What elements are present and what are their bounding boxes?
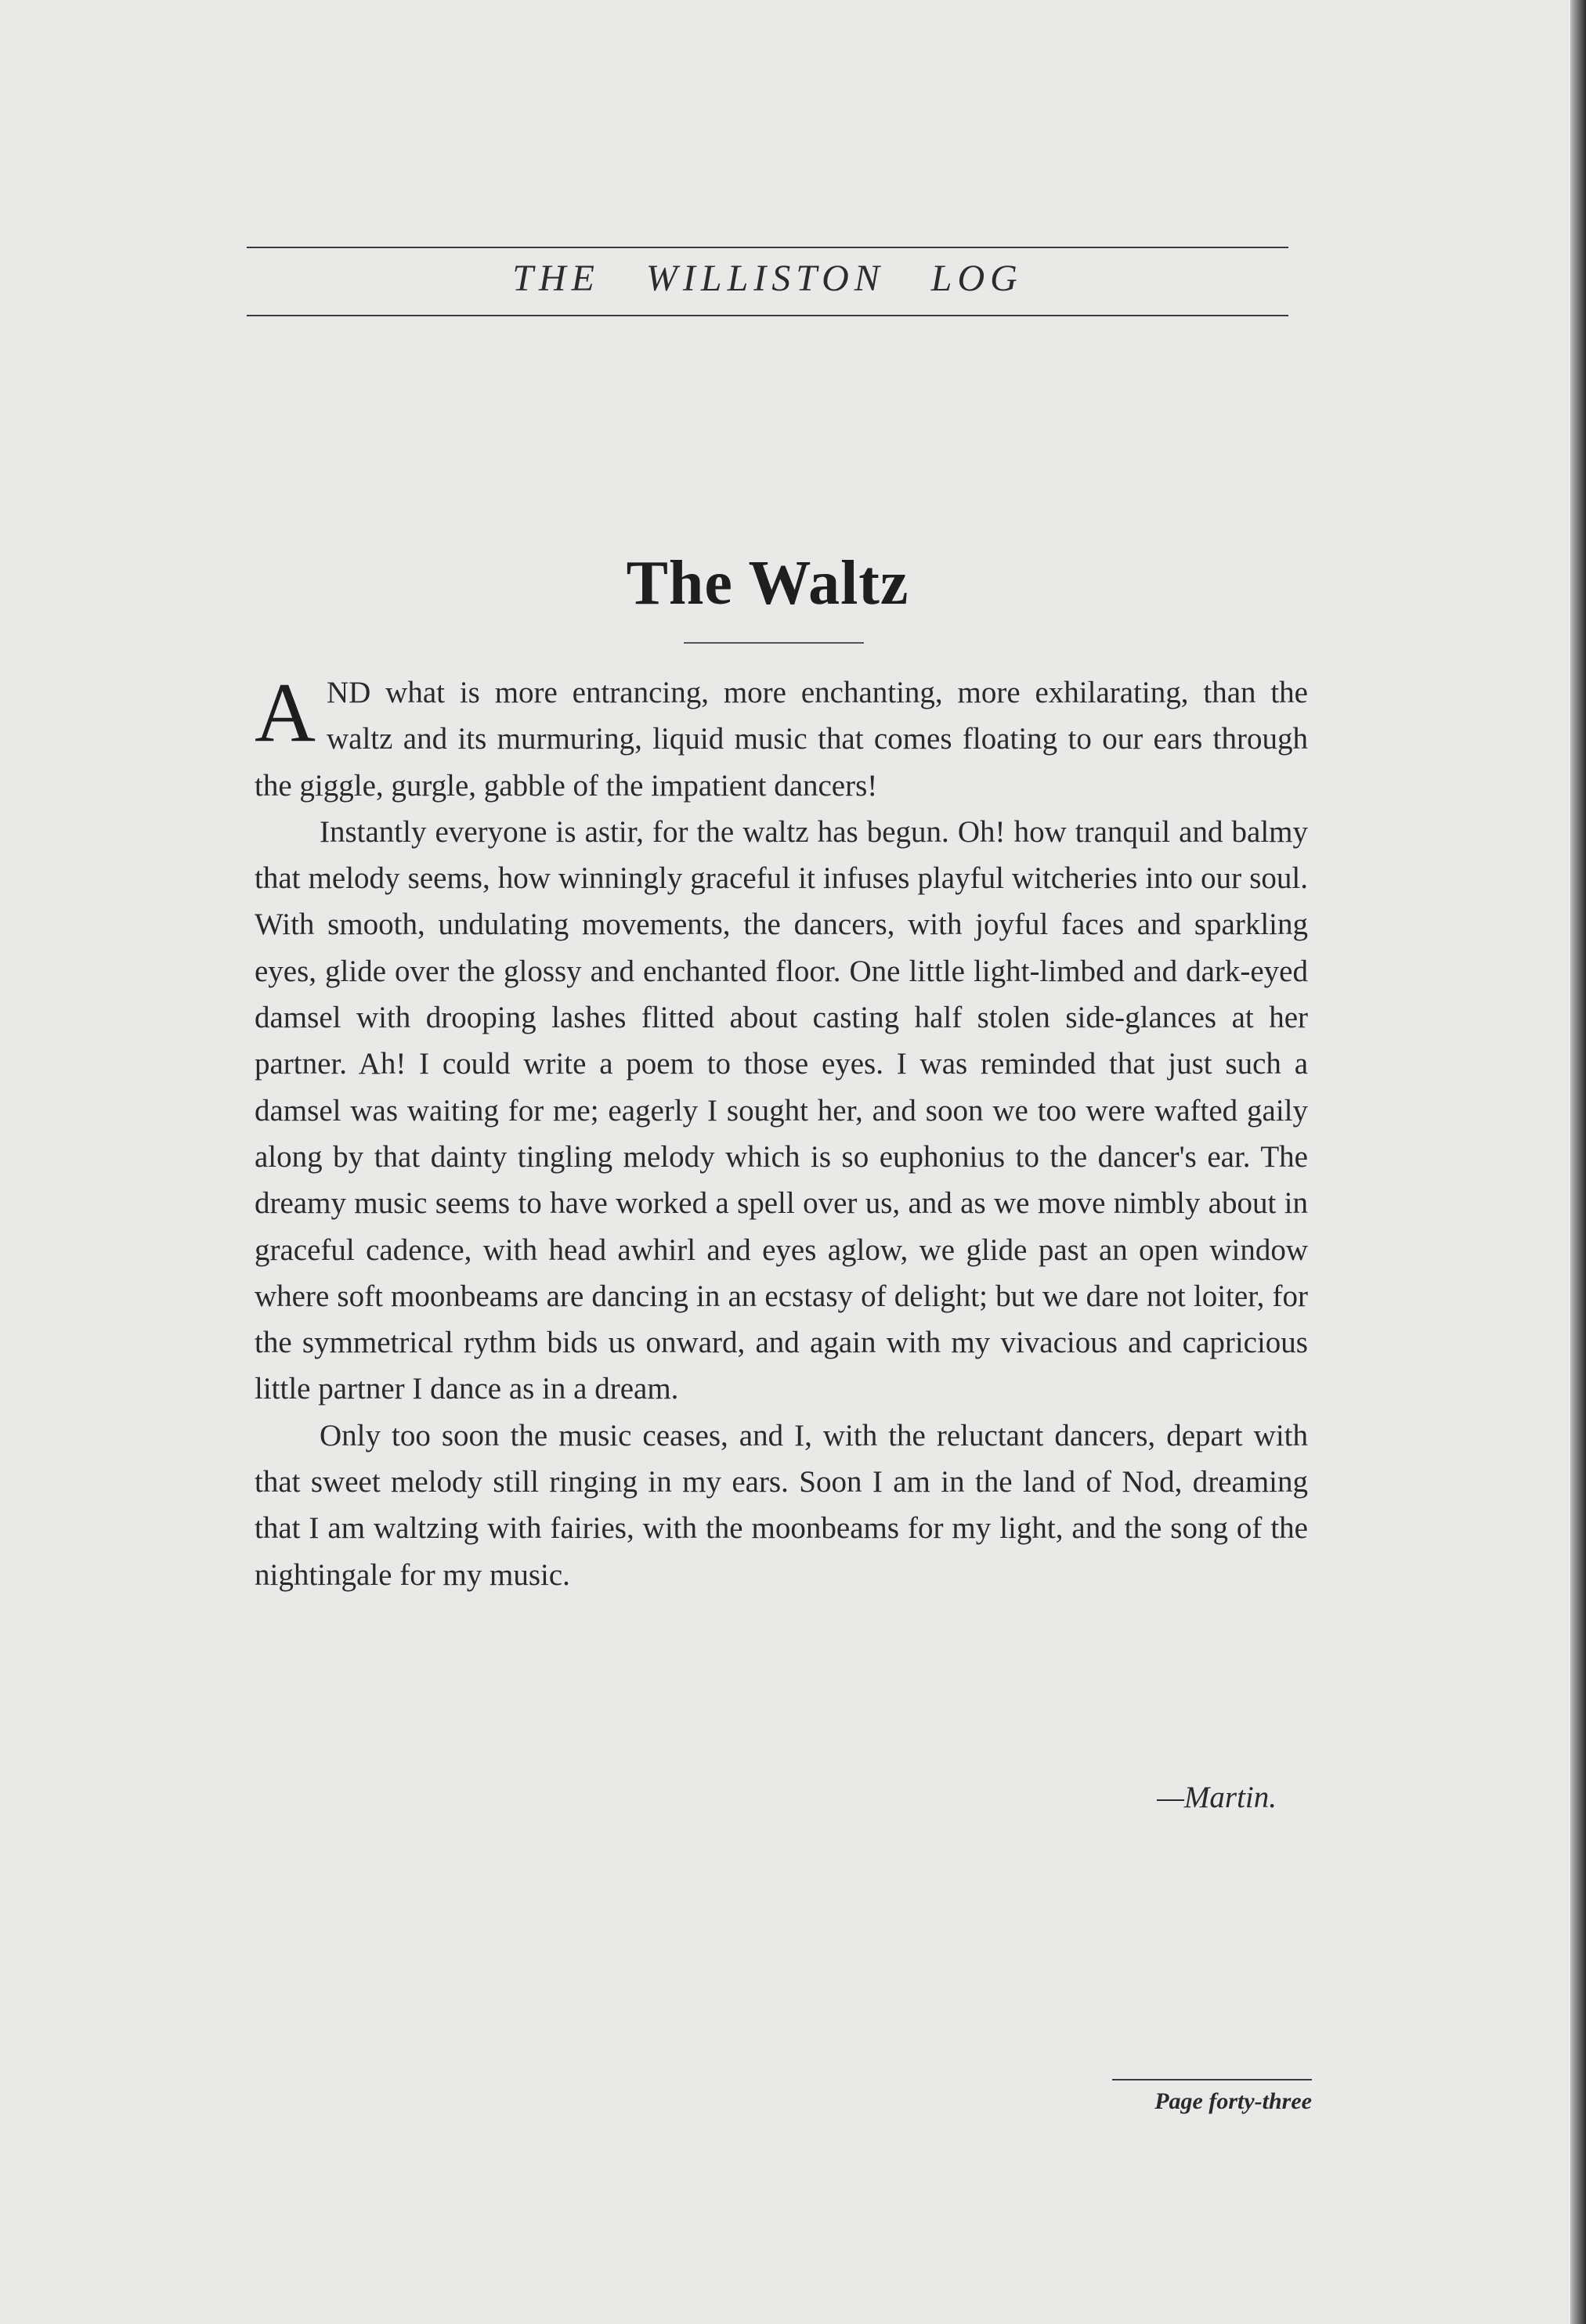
- page-number: Page forty-three: [1154, 2088, 1312, 2114]
- footer-rule: [1112, 2079, 1312, 2080]
- article-body: [255, 666, 1308, 1598]
- running-header: THE WILLISTON LOG: [512, 258, 1023, 299]
- paragraph-2: Instantly everyone is astir, for the waltz has begun. Oh! how tranquil and balmy that melody seems, how winningly graceful it infuses playful witcheries into our soul. With smooth, undulating movements, the dancers, with joyful faces and sparkling eyes, glide over the glossy and enchanted floor. One little light-limbed and dark-eyed damsel with drooping lashes flitted about casting half stolen side-glances at her partner. Ah! I could write a poem to those eyes. I was reminded that just such a damsel was waiting for me; eagerly I sought her, and soon we too were wafted gaily along by that dainty tingling melody which is so euphonius to the dancer's ear. The dreamy music seems to have worked a spell over us, and as we move nimbly about in graceful cadence, with head awhirl and eyes aglow, we glide past an open window where soft moonbeams are dancing in an ecstasy of delight; but we dare not loiter, for the symmetrical rythm bids us onward, and again with my vivacious and capricious little partner I dance as in a dream.: [255, 814, 1308, 1406]
- header-bottom-rule: [247, 315, 1288, 316]
- paragraph-3: Only too soon the music ceases, and I, with the reluctant dancers, depart with that sweet melody still ringing in my ears. Soon I am in the land of Nod, dreaming that I am waltzing with fairies, with the moonbeams for my light, and the song of the nightingale for my music.: [255, 1418, 1308, 1592]
- article-title: The Waltz: [626, 549, 909, 618]
- author-signature: —Martin.: [1157, 1781, 1277, 1814]
- paragraph-1: [255, 666, 1308, 809]
- drop-cap: A: [255, 666, 316, 760]
- title-underline: [684, 642, 864, 644]
- paragraph-1-text: ND what is more entrancing, more enchanting, more exhilarating, than the waltz and its murmuring, liquid music that comes floating to our ears through the giggle, gurgle, gabble of the impatient dancers!: [255, 676, 1308, 803]
- page-edge-shadow: [1570, 0, 1586, 2324]
- header-top-rule: [247, 247, 1288, 248]
